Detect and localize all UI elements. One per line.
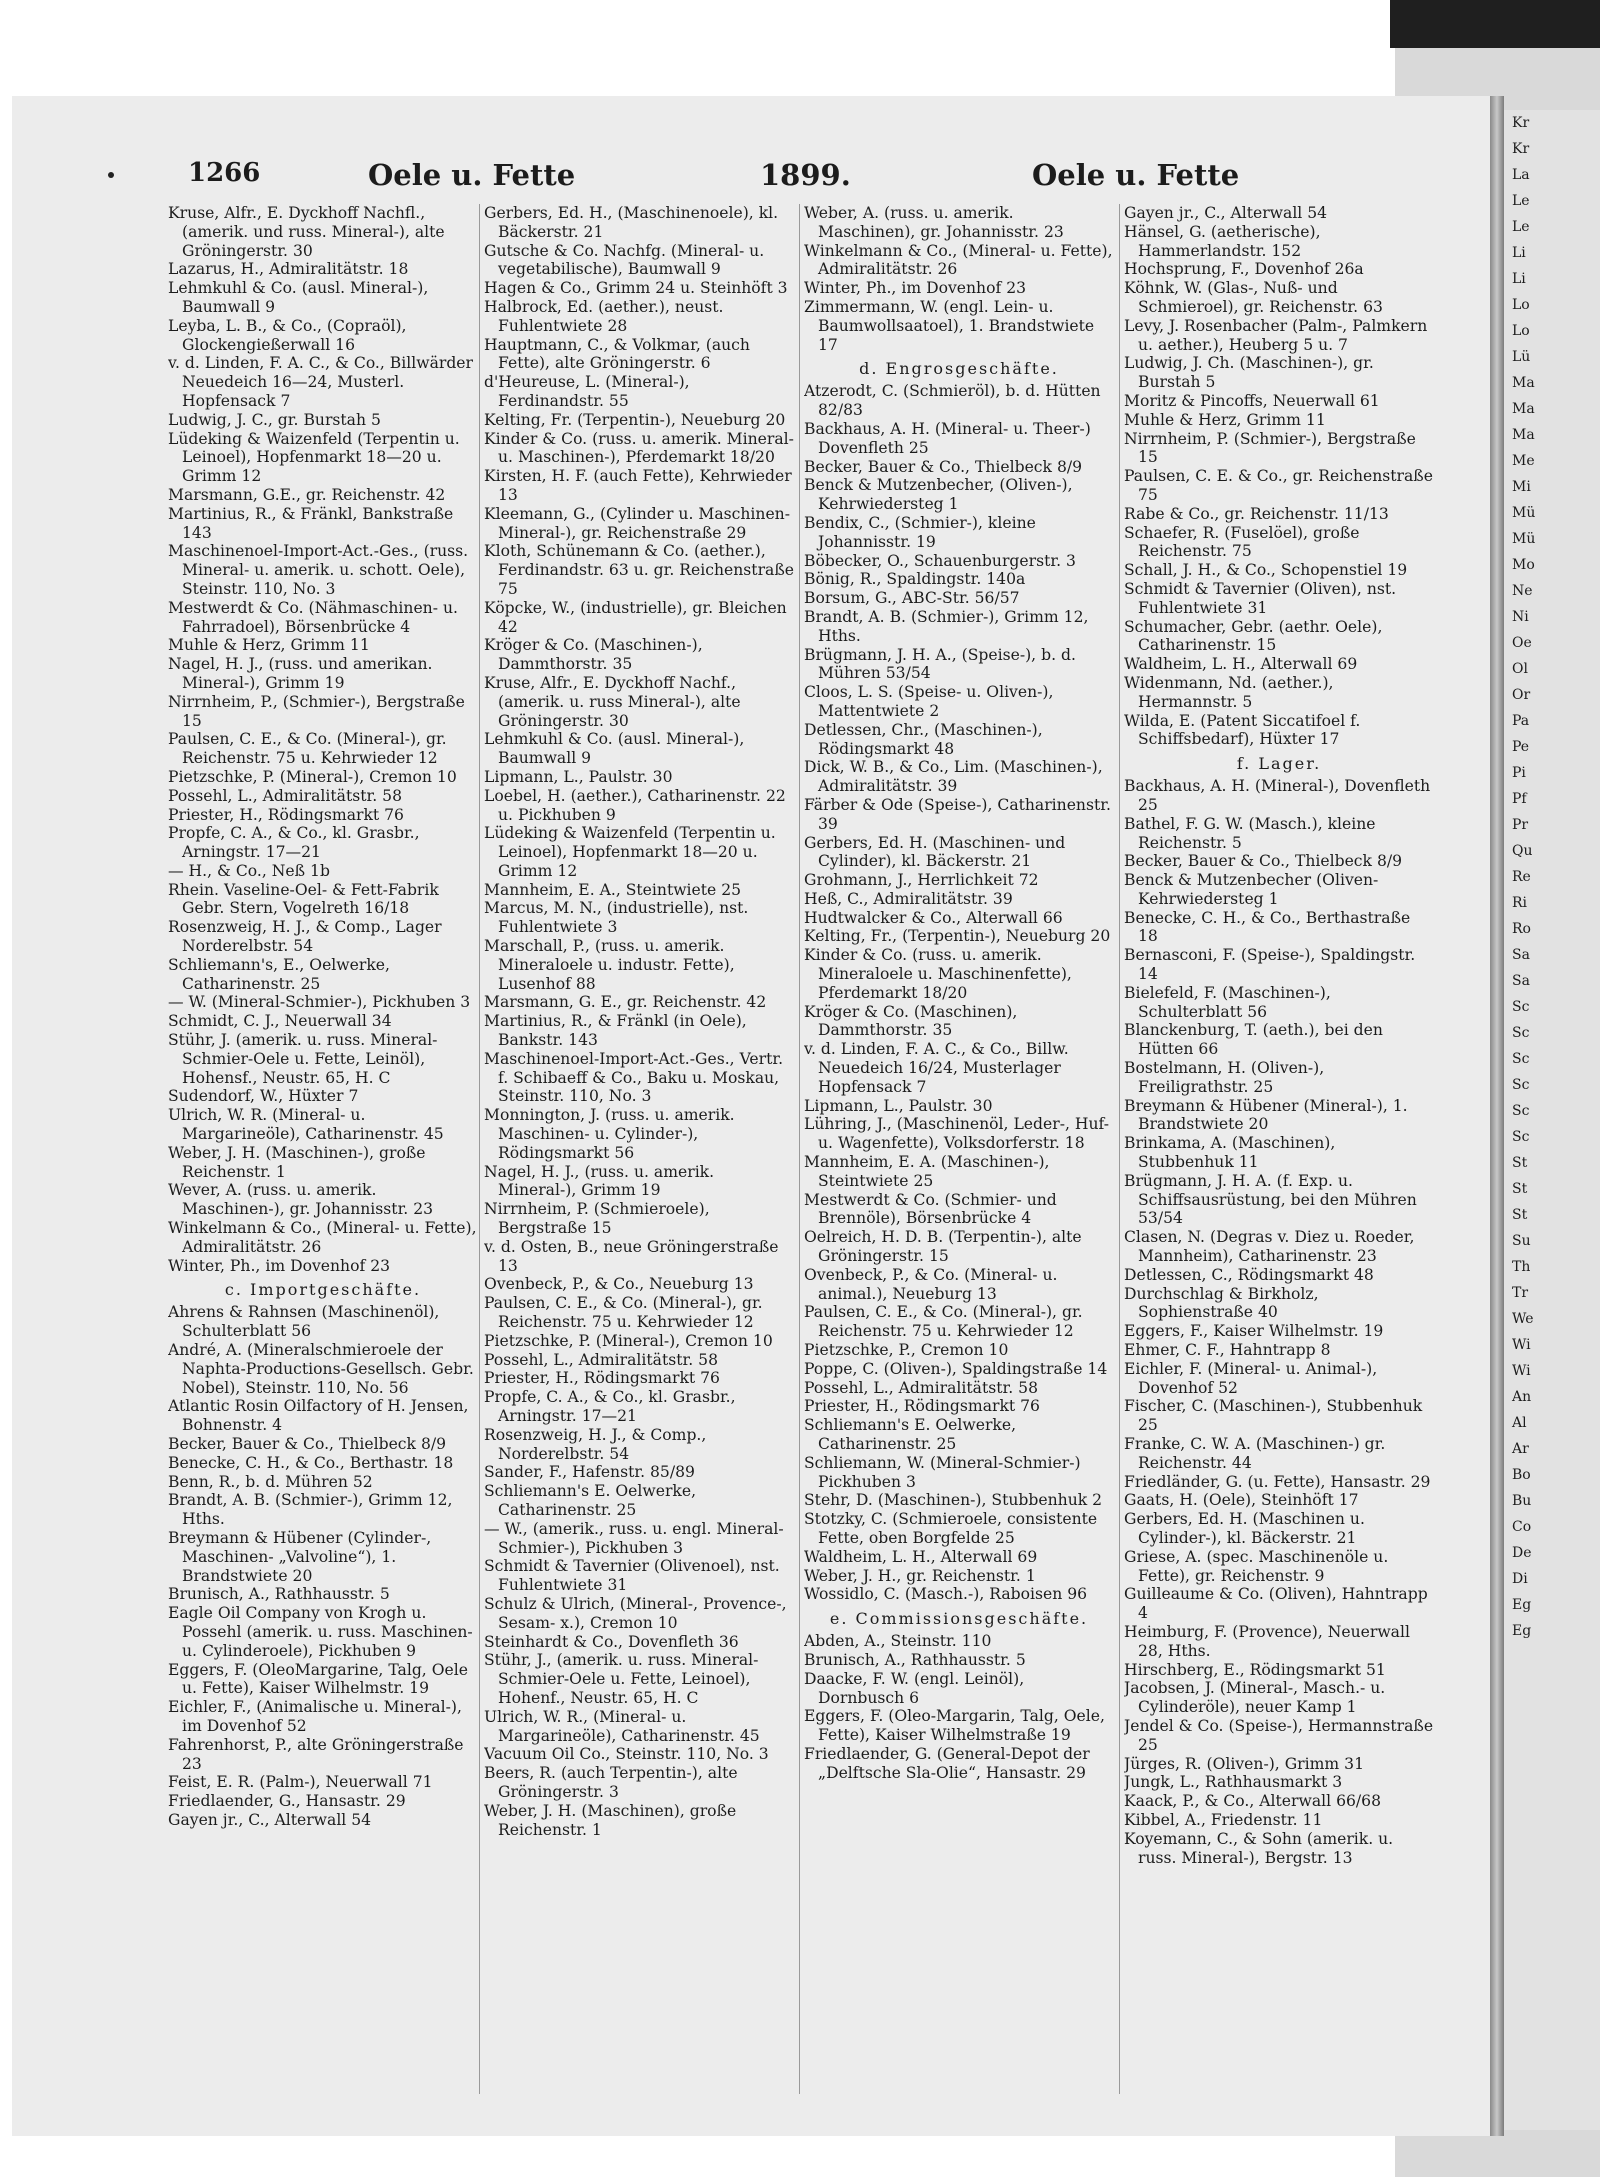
directory-entry: Lipmann, L., Paulstr. 30 <box>484 767 673 786</box>
directory-entry: Schliemann's E. Oelwerke, Catharinenstr. 25 <box>804 1416 1017 1453</box>
next-page-fragment: Li <box>1512 271 1526 287</box>
running-header <box>188 158 1518 198</box>
next-page-fragment: St <box>1512 1207 1528 1223</box>
next-page-fragment: St <box>1512 1181 1528 1197</box>
directory-entry: Sander, F., Hafenstr. 85/89 <box>484 1463 695 1482</box>
next-page-fragment: La <box>1512 167 1530 183</box>
directory-entry: Waldheim, L. H., Alterwall 69 <box>804 1547 1038 1566</box>
directory-entry: Heimburg, F. (Provence), Neuerwall 28, Hths. <box>1124 1622 1410 1660</box>
directory-entry: Eggers, F. (OleoMargarine, Talg, Oele u. Fette), Kaiser Wilhelmstr. 19 <box>168 1660 468 1698</box>
directory-entry: Benecke, C. H., & Co., Berthastraße 18 <box>1124 908 1411 946</box>
next-page-fragment: Mi <box>1512 479 1531 495</box>
directory-entry: Waldheim, L. H., Alterwall 69 <box>1124 655 1358 674</box>
directory-entry: Martinius, R., & Fränkl (in Oele), Bankstr. 143 <box>484 1012 747 1050</box>
next-page-fragment: Sc <box>1512 1051 1530 1067</box>
next-page-fragment: Wi <box>1512 1337 1531 1353</box>
directory-entry: Clasen, N. (Degras v. Diez u. Roeder, Mannheim), Catharinenstr. 23 <box>1124 1228 1415 1266</box>
next-page-fragment: Ma <box>1512 427 1535 443</box>
next-page-fragment: Sa <box>1512 947 1530 963</box>
column-rule <box>1119 204 1120 2094</box>
directory-entry: Griese, A. (spec. Maschinenöle u. Fette), gr. Reichenstr. 9 <box>1124 1547 1389 1585</box>
directory-entry: Böbecker, O., Schauenburgerstr. 3 <box>804 551 1076 570</box>
next-page-fragment: Pr <box>1512 817 1529 833</box>
directory-entry: Gayen jr., C., Alterwall 54 <box>1124 204 1328 222</box>
directory-entry: Kruse, Alfr., E. Dyckhoff Nachfl., (amerik. und russ. Mineral-), alte Gröningerstr. 30 <box>168 204 445 260</box>
next-page-fragment: Th <box>1512 1259 1531 1275</box>
directory-entry: — H., & Co., Neß 1b <box>168 861 330 880</box>
next-page-fragment: Or <box>1512 687 1531 703</box>
directory-entry: Marschall, P., (russ. u. amerik. Mineraloele u. industr. Fette), Lusenhof 88 <box>484 937 735 993</box>
directory-entry: Schliemann, W. (Mineral-Schmier-) Pickhuben 3 <box>804 1453 1081 1491</box>
directory-entry: Maschinenoel-Import-Act.-Ges., Vertr. f. Schibaeff & Co., Baku u. Moskau, Steinstr. 110, No. 3 <box>484 1049 784 1106</box>
directory-entry: Kloth, Schünemann & Co. (aether.), Ferdinandstr. 63 u. gr. Reichenstraße 75 <box>484 542 794 598</box>
directory-entry: Kelting, Fr. (Terpentin-), Neueburg 20 <box>484 410 786 429</box>
directory-entry: Loebel, H. (aether.), Catharinenstr. 22 u. Pickhuben 9 <box>484 786 786 824</box>
directory-entry: Franke, C. W. A. (Maschinen-) gr. Reichenstr. 44 <box>1124 1435 1386 1472</box>
directory-entry: Ovenbeck, P., & Co., Neueburg 13 <box>484 1275 754 1294</box>
directory-entry: Bönig, R., Spaldingstr. 140a <box>804 570 1026 589</box>
directory-entry: Jungk, L., Rathhausmarkt 3 <box>1124 1773 1343 1792</box>
directory-entry: Possehl, L., Admiralitätstr. 58 <box>484 1350 718 1369</box>
directory-entry: Nagel, H. J., (russ. und amerikan. Mineral-), Grimm 19 <box>168 655 433 692</box>
directory-entry: Schmidt & Tavernier (Oliven), nst. Fuhlentwiete 31 <box>1124 579 1397 617</box>
directory-entry: Lehmkuhl & Co. (ausl. Mineral-), Baumwall 9 <box>484 730 745 768</box>
directory-entry: Lühring, J., (Maschinenöl, Leder-, Huf- u. Wagenfette), Volksdorferstr. 18 <box>804 1115 1110 1153</box>
next-page-fragment: De <box>1512 1545 1532 1561</box>
directory-entry: Marcus, M. N., (industrielle), nst. Fuhlentwiete 3 <box>484 899 749 937</box>
directory-entry: Paulsen, C. E., & Co. (Mineral-), gr. Reichenstr. 75 u. Kehrwieder 12 <box>484 1294 763 1332</box>
directory-entry: Schliemann's, E., Oelwerke, Catharinenstr. 25 <box>168 955 390 993</box>
directory-entry: Köhnk, W. (Glas-, Nuß- und Schmieroel), gr. Reichenstr. 63 <box>1124 279 1383 316</box>
directory-entry: Kelting, Fr., (Terpentin-), Neueburg 20 <box>804 927 1111 946</box>
directory-entry: Kinder & Co. (russ. u. amerik. Mineraloele u. Maschinenfette), Pferdemarkt 18/20 <box>804 946 1072 1002</box>
directory-entry: Winkelmann & Co., (Mineral- u. Fette), Admiralitätstr. 26 <box>804 241 1113 279</box>
directory-entry: Mannheim, E. A. (Maschinen-), Steintwiete 25 <box>804 1153 1050 1190</box>
directory-entry: Daacke, F. W. (engl. Leinöl), Dornbusch 6 <box>804 1669 1025 1707</box>
next-page-fragment: Li <box>1512 245 1526 261</box>
directory-entry: Gutsche & Co. Nachfg. (Mineral- u. vegetabilische), Baumwall 9 <box>484 241 765 279</box>
directory-entry: Zimmermann, W. (engl. Lein- u. Baumwollsaatoel), 1. Brandstwiete 17 <box>804 297 1095 354</box>
directory-entry: Stehr, D. (Maschinen-), Stubbenhuk 2 <box>804 1491 1103 1510</box>
directory-entry: Becker, Bauer & Co., Thielbeck 8/9 <box>804 457 1083 476</box>
directory-entry: Feist, E. R. (Palm-), Neuerwall 71 <box>168 1773 433 1792</box>
directory-entry: Weber, J. H., gr. Reichenstr. 1 <box>804 1566 1036 1585</box>
directory-entry: Ulrich, W. R. (Mineral- u. Margarineöle), Catharinenstr. 45 <box>168 1106 444 1144</box>
directory-entry: Schmidt, C. J., Neuerwall 34 <box>168 1012 392 1031</box>
directory-entry: Nirrnheim, P. (Schmieroele), Bergstraße 15 <box>484 1200 710 1238</box>
directory-entry: Nagel, H. J., (russ. u. amerik. Mineral-), Grimm 19 <box>484 1162 715 1200</box>
directory-entry: Ehmer, C. F., Hahntrapp 8 <box>1124 1341 1331 1360</box>
next-page-fragment: Tr <box>1512 1285 1529 1301</box>
next-page-fragment: Bo <box>1512 1467 1531 1483</box>
directory-entry: Gayen jr., C., Alterwall 54 <box>168 1810 372 1829</box>
directory-entry: Kirsten, H. F. (auch Fette), Kehrwieder 13 <box>484 467 792 504</box>
next-page-fragment: Pe <box>1512 739 1530 755</box>
directory-entry: Brandt, A. B. (Schmier-), Grimm 12, Hths. <box>804 607 1089 645</box>
directory-entry: Blanckenburg, T. (aeth.), bei den Hütten 66 <box>1124 1021 1383 1059</box>
next-page-fragment: Re <box>1512 869 1531 885</box>
directory-entry: Ulrich, W. R., (Mineral- u. Margarineöle), Catharinenstr. 45 <box>484 1707 760 1745</box>
directory-entry: Weber, J. H. (Maschinen-), große Reichenstr. 1 <box>168 1143 426 1181</box>
directory-entry: Rosenzweig, H. J., & Comp., Lager Norderelbstr. 54 <box>168 918 442 956</box>
directory-entry: Weber, A. (russ. u. amerik. Maschinen), gr. Johannisstr. 23 <box>804 204 1064 241</box>
next-page-fragment: Ar <box>1512 1441 1529 1457</box>
directory-entry: Bielefeld, F. (Maschinen-), Schulterblatt 56 <box>1124 983 1331 1021</box>
directory-entry: Durchschlag & Birkholz, Sophienstraße 40 <box>1124 1284 1319 1322</box>
directory-entry: Backhaus, A. H. (Mineral- u. Theer-) Dovenfleth 25 <box>804 419 1091 457</box>
directory-entry: Detlessen, C., Rödingsmarkt 48 <box>1124 1265 1374 1284</box>
next-page-fragment: St <box>1512 1155 1528 1171</box>
directory-entry: André, A. (Mineralschmieroele der Naphta-Productions-Gesellsch. Gebr. Nobel), Steinstr. 110, No. 56 <box>168 1341 474 1397</box>
next-page-fragment: Sc <box>1512 1025 1530 1041</box>
directory-entry: Benck & Mutzenbecher, (Oliven-), Kehrwiedersteg 1 <box>804 476 1073 514</box>
directory-entry: Brügmann, J. H. A., (Speise-), b. d. Mühren 53/54 <box>804 645 1076 683</box>
directory-entry: Nirrnheim, P., (Schmier-), Bergstraße 15 <box>168 692 465 730</box>
directory-entry: Poppe, C. (Oliven-), Spaldingstraße 14 <box>804 1359 1108 1378</box>
directory-entry: Lazarus, H., Admiralitätstr. 18 <box>168 260 409 279</box>
directory-entry: d'Heureuse, L. (Mineral-), Ferdinandstr. 55 <box>484 373 690 410</box>
directory-entry: Fischer, C. (Maschinen-), Stubbenhuk 25 <box>1124 1397 1423 1435</box>
section-heading: d. Engrosgeschäfte. <box>859 359 1059 379</box>
directory-entry: Hudtwalcker & Co., Alterwall 66 <box>804 908 1063 927</box>
directory-entry: Rabe & Co., gr. Reichenstr. 11/13 <box>1124 504 1389 523</box>
directory-column-1 <box>168 204 478 2094</box>
directory-entry: Schmidt & Tavernier (Olivenoel), nst. Fuhlentwiete 31 <box>484 1557 780 1595</box>
directory-entry: Priester, H., Rödingsmarkt 76 <box>168 805 404 824</box>
directory-entry: Possehl, L., Admiralitätstr. 58 <box>804 1378 1038 1397</box>
directory-entry: Kruse, Alfr., E. Dyckhoff Nachf., (amerik. u. russ Mineral-), alte Gröningerstr. 30 <box>484 673 741 730</box>
next-page-fragment: Sc <box>1512 1077 1530 1093</box>
directory-entry: Stühr, J., (amerik. u. russ. Mineral-Schmier-Oele u. Fette, Leinoel), Hohenf., Neustr. 65, H. C <box>484 1651 759 1707</box>
next-page-fragment: Me <box>1512 453 1535 469</box>
directory-entry: Stotzky, C. (Schmieroele, consistente Fette, oben Borgfelde 25 <box>804 1510 1098 1547</box>
next-page-fragment: Le <box>1512 219 1530 235</box>
directory-entry: Possehl, L., Admiralitätstr. 58 <box>168 786 402 805</box>
directory-entry: Halbrock, Ed. (aether.), neust. Fuhlentwiete 28 <box>484 297 724 335</box>
column-rule <box>799 204 800 2094</box>
directory-entry: Winkelmann & Co., (Mineral- u. Fette), Admiralitätstr. 26 <box>168 1219 477 1256</box>
directory-column-2 <box>484 204 794 2094</box>
directory-entry: Eichler, F. (Mineral- u. Animal-), Dovenhof 52 <box>1124 1359 1378 1397</box>
directory-entry: Fahrenhorst, P., alte Gröningerstraße 23 <box>168 1735 464 1773</box>
directory-entry: Bernasconi, F. (Speise-), Spaldingstr. 14 <box>1124 946 1416 984</box>
directory-entry: Widenmann, Nd. (aether.), Hermannstr. 5 <box>1124 673 1334 711</box>
directory-entry: Beers, R. (auch Terpentin-), alte Gröningerstr. 3 <box>484 1764 738 1801</box>
directory-entry: Lüdeking & Waizenfeld (Terpentin u. Leinoel), Hopfenmarkt 18—20 u. Grimm 12 <box>168 429 460 486</box>
directory-entry: Dick, W. B., & Co., Lim. (Maschinen-), Admiralitätstr. 39 <box>804 758 1103 796</box>
directory-entry: Ludwig, J. C., gr. Burstah 5 <box>168 410 381 429</box>
next-page-fragment: Sc <box>1512 1103 1530 1119</box>
directory-entry: Ovenbeck, P., & Co. (Mineral- u. animal.), Neueburg 13 <box>804 1265 1058 1303</box>
next-page-fragment: Lo <box>1512 323 1530 339</box>
next-page-fragment: Sc <box>1512 999 1530 1015</box>
directory-entry: Kinder & Co. (russ. u. amerik. Mineral- u. Maschinen-), Pferdemarkt 18/20 <box>484 429 794 467</box>
directory-entry: Maschinenoel-Import-Act.-Ges., (russ. Mineral- u. amerik. u. schott. Oele), Steinstr. 110, No. 3 <box>168 542 469 598</box>
directory-entry: Sudendorf, W., Hüxter 7 <box>168 1087 359 1106</box>
directory-entry: Vacuum Oil Co., Steinstr. 110, No. 3 <box>484 1745 769 1764</box>
next-page-fragment: Kr <box>1512 115 1530 131</box>
directory-entry: Kröger & Co. (Maschinen-), Dammthorstr. 35 <box>484 636 703 674</box>
directory-entry: Bostelmann, H. (Oliven-), Freiligrathstr. 25 <box>1124 1059 1325 1096</box>
next-page-fragment: Bu <box>1512 1493 1532 1509</box>
directory-entry: Nirrnheim, P. (Schmier-), Bergstraße 15 <box>1124 429 1416 467</box>
directory-entry: Schulz & Ulrich, (Mineral-, Provence-, Sesam- x.), Cremon 10 <box>484 1594 787 1632</box>
next-page-fragment: Pi <box>1512 765 1526 781</box>
directory-entry: Propfe, C. A., & Co., kl. Grasbr., Arningstr. 17—21 <box>484 1388 736 1425</box>
directory-entry: Moritz & Pincoffs, Neuerwall 61 <box>1124 391 1380 410</box>
next-page-fragment: Pa <box>1512 713 1530 729</box>
directory-entry: Mestwerdt & Co. (Nähmaschinen- u. Fahrradoel), Börsenbrücke 4 <box>168 598 458 636</box>
directory-entry: Eichler, F., (Animalische u. Mineral-), im Dovenhof 52 <box>168 1698 462 1735</box>
directory-entry: Hirschberg, E., Rödingsmarkt 51 <box>1124 1660 1386 1679</box>
next-page-fragment: Le <box>1512 193 1530 209</box>
directory-entry: Cloos, L. S. (Speise- u. Oliven-), Mattentwiete 2 <box>804 683 1054 720</box>
directory-entry: Levy, J. Rosenbacher (Palm-, Palmkern u. aether.), Heuberg 5 u. 7 <box>1124 316 1428 354</box>
directory-entry: Brandt, A. B. (Schmier-), Grimm 12, Hths. <box>168 1491 453 1529</box>
directory-entry: Borsum, G., ABC-Str. 56/57 <box>804 589 1020 608</box>
directory-entry: Hagen & Co., Grimm 24 u. Steinhöft 3 <box>484 279 788 298</box>
header-year: 1899. <box>760 158 851 192</box>
next-page-fragment: We <box>1512 1311 1534 1327</box>
directory-entry: Gaats, H. (Oele), Steinhöft 17 <box>1124 1491 1359 1510</box>
directory-entry: Rhein. Vaseline-Oel- & Fett-Fabrik Gebr. Stern, Vogelreth 16/18 <box>168 880 439 918</box>
directory-entry: Koyemann, C., & Sohn (amerik. u. russ. Mineral-), Bergstr. 13 <box>1124 1829 1394 1867</box>
next-page-fragment: Di <box>1512 1571 1528 1587</box>
directory-entry: Lipmann, L., Paulstr. 30 <box>804 1096 993 1115</box>
directory-entry: Atzerodt, C. (Schmieröl), b. d. Hütten 82/83 <box>804 382 1101 420</box>
directory-entry: Bendix, C., (Schmier-), kleine Johannisstr. 19 <box>804 513 1036 551</box>
column-rule <box>479 204 480 2094</box>
next-page-fragment: Al <box>1512 1415 1527 1431</box>
directory-entry: Paulsen, C. E., & Co. (Mineral-), gr. Reichenstr. 75 u. Kehrwieder 12 <box>804 1303 1083 1341</box>
directory-entry: Wever, A. (russ. u. amerik. Maschinen-), gr. Johannisstr. 23 <box>168 1181 434 1219</box>
directory-entry: Hauptmann, C., & Volkmar, (auch Fette), alte Gröningerstr. 6 <box>484 335 750 373</box>
next-page-fragment: Co <box>1512 1519 1532 1535</box>
directory-entry: Breymann & Hübener (Cylinder-, Maschinen- „Valvoline“), 1. Brandstwiete 20 <box>168 1528 432 1585</box>
directory-entry: Friedländer, G. (u. Fette), Hansastr. 29 <box>1124 1472 1431 1491</box>
section-heading: f. Lager. <box>1236 754 1322 774</box>
directory-entry: Muhle & Herz, Grimm 11 <box>1124 410 1326 429</box>
directory-entry: Eggers, F. (Oleo-Margarin, Talg, Oele, Fette), Kaiser Wilhelmstraße 19 <box>804 1707 1105 1745</box>
directory-entry: Rosenzweig, H. J., & Comp., Norderelbstr. 54 <box>484 1425 707 1463</box>
directory-entry: Benck & Mutzenbecher (Oliven-Kehrwiedersteg 1 <box>1124 871 1379 908</box>
directory-entry: Becker, Bauer & Co., Thielbeck 8/9 <box>1124 852 1403 871</box>
next-page-fragment: Eg <box>1512 1623 1532 1639</box>
directory-entry: Schliemann's E. Oelwerke, Catharinenstr. 25 <box>484 1482 697 1519</box>
directory-entry: Benn, R., b. d. Mühren 52 <box>168 1472 373 1491</box>
directory-column-3 <box>804 204 1114 2094</box>
next-page-fragment: Sa <box>1512 973 1530 989</box>
directory-entry: Detlessen, Chr., (Maschinen-), Rödingsmarkt 48 <box>804 720 1043 758</box>
directory-entry: Wossidlo, C. (Masch.-), Raboisen 96 <box>804 1585 1088 1604</box>
directory-entry: Brinkama, A. (Maschinen), Stubbenhuk 11 <box>1124 1134 1336 1172</box>
directory-column-4 <box>1124 204 1434 2094</box>
directory-entry: v. d. Linden, F. A. C., & Co., Billwärder Neuedeich 16—24, Musterl. Hopfensack 7 <box>168 354 473 410</box>
directory-entry: Martinius, R., & Fränkl, Bankstraße 143 <box>168 504 454 542</box>
directory-entry: Gerbers, Ed. H. (Maschinen- und Cylinder), kl. Bäckerstr. 21 <box>804 833 1066 871</box>
directory-entry: Gerbers, Ed. H., (Maschinenoele), kl. Bäckerstr. 21 <box>484 204 779 241</box>
directory-entry: Jendel & Co. (Speise-), Hermannstraße 25 <box>1124 1716 1434 1754</box>
directory-entry: Kaack, P., & Co., Alterwall 66/68 <box>1124 1792 1382 1811</box>
next-page-fragment: Ni <box>1512 609 1529 625</box>
directory-entry: Paulsen, C. E. & Co., gr. Reichenstraße 75 <box>1124 467 1433 504</box>
directory-entry: Schumacher, Gebr. (aethr. Oele), Catharinenstr. 15 <box>1124 617 1383 655</box>
directory-entry: Brunisch, A., Rathhausstr. 5 <box>168 1585 390 1604</box>
directory-entry: Atlantic Rosin Oilfactory of H. Jensen, Bohnenstr. 4 <box>168 1397 469 1435</box>
header-title-right: Oele u. Fette <box>1032 158 1240 192</box>
directory-entry: Jürges, R. (Oliven-), Grimm 31 <box>1124 1754 1364 1773</box>
directory-entry: Brunisch, A., Rathhausstr. 5 <box>804 1650 1026 1669</box>
directory-entry: Lehmkuhl & Co. (ausl. Mineral-), Baumwall 9 <box>168 279 429 316</box>
directory-entry: v. d. Linden, F. A. C., & Co., Billw. Neuedeich 16/24, Musterlager Hopfensack 7 <box>804 1040 1069 1096</box>
directory-entry: Eagle Oil Company von Krogh u. Possehl (amerik. u. russ. Maschinen- u. Cylinderoele), Pickhuben 9 <box>168 1604 473 1660</box>
directory-entry: Brügmann, J. H. A. (f. Exp. u. Schiffsausrüstung, bei den Mühren 53/54 <box>1124 1171 1417 1228</box>
next-page-fragment: Ma <box>1512 401 1535 417</box>
next-page-fragment: Eg <box>1512 1597 1532 1613</box>
directory-entry: Kibbel, A., Friedenstr. 11 <box>1124 1810 1323 1829</box>
directory-entry: Guilleaume & Co. (Oliven), Hahntrapp 4 <box>1124 1585 1428 1623</box>
next-page-fragment: Oe <box>1512 635 1532 651</box>
directory-entry: Gerbers, Ed. H. (Maschinen u. Cylinder-), kl. Bäckerstr. 21 <box>1124 1510 1365 1547</box>
directory-entry: v. d. Osten, B., neue Gröningerstraße 13 <box>484 1237 779 1275</box>
directory-entry: Oelreich, H. D. B. (Terpentin-), alte Gröningerstr. 15 <box>804 1228 1082 1266</box>
next-page-fragment: Lo <box>1512 297 1530 313</box>
directory-entry: Friedlaender, G., Hansastr. 29 <box>168 1792 406 1811</box>
next-page-fragment: An <box>1512 1389 1532 1405</box>
directory-entry: Leyba, L. B., & Co., (Copraöl), Glockengießerwall 16 <box>168 316 407 354</box>
next-page-fragment: Mü <box>1512 531 1536 547</box>
directory-entry: Monnington, J. (russ. u. amerik. Maschinen- u. Cylinder-), Rödingsmarkt 56 <box>484 1106 735 1162</box>
directory-entry: Bathel, F. G. W. (Masch.), kleine Reichenstr. 5 <box>1124 814 1376 852</box>
next-page-fragment: Mo <box>1512 557 1535 573</box>
next-page-fragment: Mü <box>1512 505 1536 521</box>
directory-entry: Muhle & Herz, Grimm 11 <box>168 636 370 655</box>
directory-entry: Kleemann, G., (Cylinder u. Maschinen-Mineral-), gr. Reichenstraße 29 <box>484 504 790 542</box>
next-page-fragment: Lü <box>1512 349 1531 365</box>
directory-entry: Wilda, E. (Patent Siccatifoel f. Schiffsbedarf), Hüxter 17 <box>1124 711 1361 749</box>
directory-entry: Becker, Bauer & Co., Thielbeck 8/9 <box>168 1435 447 1453</box>
directory-entry: Weber, J. H. (Maschinen), große Reichenstr. 1 <box>484 1801 737 1839</box>
section-heading: c. Importgeschäfte. <box>224 1280 422 1300</box>
directory-entry: Eggers, F., Kaiser Wilhelmstr. 19 <box>1124 1322 1384 1341</box>
next-page-fragment: Qu <box>1512 843 1533 859</box>
directory-entry: Winter, Ph., im Dovenhof 23 <box>168 1256 391 1275</box>
directory-entry: Ludwig, J. Ch. (Maschinen-), gr. Burstah 5 <box>1124 354 1374 392</box>
directory-entry: Steinhardt & Co., Dovenfleth 36 <box>484 1632 739 1651</box>
next-page-fragment: Kr <box>1512 141 1530 157</box>
directory-entry: Paulsen, C. E., & Co. (Mineral-), gr. Reichenstr. 75 u. Kehrwieder 12 <box>168 730 447 768</box>
directory-entry: Benecke, C. H., & Co., Berthastr. 18 <box>168 1453 454 1472</box>
directory-entry: Winter, Ph., im Dovenhof 23 <box>804 279 1027 298</box>
directory-entry: Priester, H., Rödingsmarkt 76 <box>804 1397 1040 1416</box>
directory-entry: Heß, C., Admiralitätstr. 39 <box>804 889 1013 908</box>
directory-entry: Abden, A., Steinstr. 110 <box>804 1632 992 1651</box>
directory-entry: Ahrens & Rahnsen (Maschinenöl), Schulterblatt 56 <box>168 1303 440 1341</box>
directory-entry: Jacobsen, J. (Mineral-, Masch.- u. Cylinderöle), neuer Kamp 1 <box>1124 1679 1386 1717</box>
directory-entry: Pietzschke, P. (Mineral-), Cremon 10 <box>168 767 457 786</box>
next-page-fragment: Ro <box>1512 921 1531 937</box>
next-page-fragment: Ri <box>1512 895 1528 911</box>
next-page-fragment: Ol <box>1512 661 1528 677</box>
directory-entry: Hänsel, G. (aetherische), Hammerlandstr. 152 <box>1124 222 1321 260</box>
next-page-fragment: Su <box>1512 1233 1531 1249</box>
section-heading: e. Commissionsgeschäfte. <box>829 1609 1089 1629</box>
next-page-fragment: Wi <box>1512 1363 1531 1379</box>
directory-entry: Mannheim, E. A., Steintwiete 25 <box>484 880 742 899</box>
directory-entry: Lüdeking & Waizenfeld (Terpentin u. Leinoel), Hopfenmarkt 18—20 u. Grimm 12 <box>484 824 776 880</box>
next-page-fragment: Ne <box>1512 583 1533 599</box>
margin-dot-mark <box>108 172 114 178</box>
directory-entry: Hochsprung, F., Dovenhof 26a <box>1124 260 1364 279</box>
next-page-fragment: Ma <box>1512 375 1535 391</box>
directory-entry: Pietzschke, P. (Mineral-), Cremon 10 <box>484 1331 773 1350</box>
directory-entry: Kröger & Co. (Maschinen), Dammthorstr. 35 <box>804 1002 1018 1040</box>
directory-entry: Schaefer, R. (Fuselöel), große Reichenstr. 75 <box>1124 523 1360 561</box>
directory-entry: — W., (amerik., russ. u. engl. Mineral-Schmier-), Pickhuben 3 <box>484 1519 784 1557</box>
directory-entry: — W. (Mineral-Schmier-), Pickhuben 3 <box>168 993 471 1012</box>
directory-entry: Pietzschke, P., Cremon 10 <box>804 1341 1009 1360</box>
directory-entry: Marsmann, G.E., gr. Reichenstr. 42 <box>168 485 446 504</box>
directory-entry: Grohmann, J., Herrlichkeit 72 <box>804 871 1039 890</box>
next-page-edge <box>1504 110 1600 2130</box>
page-number: 1266 <box>188 158 261 188</box>
book-gutter <box>1490 96 1504 2136</box>
directory-entry: Breymann & Hübener (Mineral-), 1. Brandstwiete 20 <box>1124 1096 1408 1134</box>
scan-background-top <box>1390 0 1600 48</box>
next-page-fragment: Pf <box>1512 791 1527 807</box>
next-page-fragment: Sc <box>1512 1129 1530 1145</box>
directory-entry: Färber & Ode (Speise-), Catharinenstr. 39 <box>804 795 1111 833</box>
directory-entry: Schall, J. H., & Co., Schopenstiel 19 <box>1124 561 1408 580</box>
directory-entry: Friedlaender, G. (General-Depot der „Delftsche Sla-Olie“, Hansastr. 29 <box>804 1744 1090 1782</box>
directory-entry: Marsmann, G. E., gr. Reichenstr. 42 <box>484 993 767 1012</box>
directory-entry: Mestwerdt & Co. (Schmier- und Brennöle), Börsenbrücke 4 <box>804 1190 1057 1228</box>
header-title-left: Oele u. Fette <box>368 158 576 192</box>
directory-entry: Propfe, C. A., & Co., kl. Grasbr., Arningstr. 17—21 <box>168 824 420 862</box>
directory-entry: Köpcke, W., (industrielle), gr. Bleichen 42 <box>484 598 787 636</box>
directory-entry: Stühr, J. (amerik. u. russ. Mineral-Schmier-Oele u. Fette, Leinöl), Hohensf., Neustr. 65, H. C <box>168 1031 438 1087</box>
directory-entry: Backhaus, A. H. (Mineral-), Dovenfleth 25 <box>1124 777 1431 814</box>
directory-entry: Priester, H., Rödingsmarkt 76 <box>484 1369 720 1388</box>
